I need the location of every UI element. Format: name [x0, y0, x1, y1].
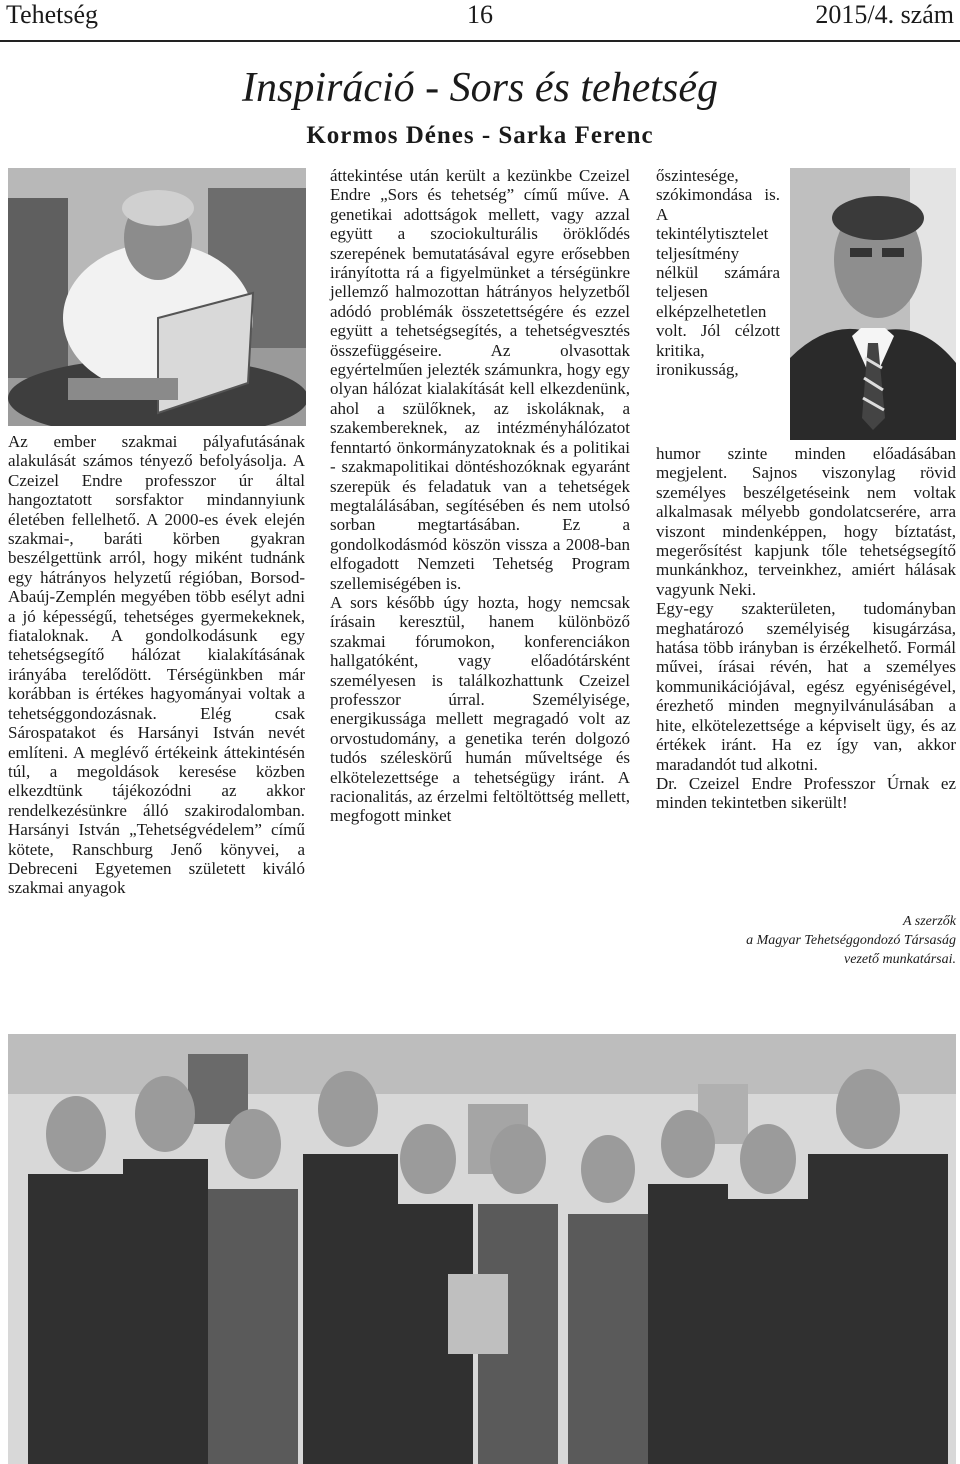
portrait-photo-czeizel — [790, 168, 956, 440]
signature-line: A szerzők — [902, 914, 956, 929]
page-header — [0, 0, 960, 40]
author-signature — [650, 912, 956, 969]
journal-name: Tehetség — [6, 0, 99, 29]
paragraph: Az ember szakmai pályafutásának alakulását számos tényező befolyásolja. A Czeizel Endre professzor úr által hangoztatott sorsfaktor mindannyiunk életében fellelhető. A 2000-es évek elején szakmai-, baráti körben gyakran beszélgettünk arról, hogy miként tudnánk egy hátrányos helyzetű régióban, Borsod-Abaúj-Zemplén megyében több esélyt adni a jó képességű, tehetséges gyermekeknek, fiataloknak. A gondolkodásunk egy tehetségsegítő hálózat kialakításának irányába terelődött. Térségünkben már korábban is értékes hagyományai voltak a tehetséggondozásnak. Elég csak Sárospatakot és Harsányi István nevét említeni. A meglévő értékeink áttekintésén túl, a megoldások keresése közben elkezdtünk tájékozódni az akkor rendelkezésünkre álló szakirodalomban. Harsányi István „Tehetségvédelem” című kötete, Ranschburg Jenő könyvei, a Debreceni Egyetemen született kiváló szakmai anyagok — [8, 432, 305, 898]
signature-line: vezető munkatársai. — [844, 952, 956, 967]
issue-number: 2015/4. szám — [815, 0, 954, 29]
column-middle — [330, 166, 630, 826]
paragraph: őszintesége, szókimondása is. A tekintélytisztelet teljesítmény nélkül számára teljesen elképzelhetetlen volt. Jól célzott kritika, ironikusság, — [656, 166, 780, 380]
column-right — [656, 444, 956, 813]
group-photo — [8, 1034, 956, 1464]
paragraph: áttekintése után került a kezünkbe Czeizel Endre „Sors és tehetség” című műve. A genetikai adottságok mellett, vagy azzal együtt a szociokulturális öröklődés szerepének bemutatásával egyre erősebben irányította rá a figyelmünket a térségünkre jellemző halmozottan hátrányos helyzetből adódó problémák összetettségére és ezzel együtt a tehetségsegítés, a tehetségvesztés összefüggéseire. Az olvasottak egyértelműen jelezték számunkra, hogy egy olyan hálózat kialakítását kell elkezdenünk, ahol a szülőknek, az iskoláknak, a szakembereknek, az intézményhálózatot fenntartó önkormányzatoknak és a politikai - szakmapolitikai döntéshozóknak egyaránt szerepük és feladatuk van a tehetségek megtalálásában, segítésében és nem utolsó sorban megtartásában. Ez a gondolkodásmód köszön vissza a 2008-ban elfogadott Nemzeti Tehetség Program szellemiségében is. — [330, 166, 630, 593]
paragraph: A sors később úgy hozta, hogy nemcsak írásain keresztül, hanem különböző szakmai fórumokon, konferenciákon hallgatóként, vagy előadótársként személyesen is találkozhattunk Czeizel professzor úrral. Személyisége, energikussága mellett megragadó volt az orvostudomány, a genetika terén dolgozó tudós széleskörű humán műveltsége és elkötelezettsége a tehetségügy iránt. A racionalitás, az érzelmi feltöltöttség mellett, megfogott minket — [330, 592, 630, 826]
portrait-photo-laptop — [8, 168, 306, 426]
header-rule — [0, 40, 960, 42]
signature-line: a Magyar Tehetséggondozó Társaság — [746, 933, 956, 948]
article-title: Inspiráció - Sors és tehetség — [242, 65, 718, 111]
column-left — [8, 432, 305, 898]
paragraph: Egy-egy szakterületen, tudományban meghatározó személyiség kisugárzása, hatása több irányban is érzékelhető. Formál művei, írásai révén, hat a személyes kommunikációjával, egész egyéniségével, érezhető minden megnyilvánulásában a hite, elkötelezettsége a képviselt ügy, és az értékek iránt. Ha ez így van, akkor maradandót tud alkotni. — [656, 599, 956, 774]
page-number: 16 — [467, 0, 493, 29]
column-right-narrow — [656, 166, 780, 379]
paragraph: humor szinte minden előadásában megjelent. Sajnos viszonylag rövid személyes beszélgetéseink nem voltak alkalmasak mélyebb gondolatcserére, arra viszont mindenképpen, hogy bíztatást, megerősítést kapjunk tőle tehetségsegítő munkánkhoz, terveinkhez, amiért hálásak vagyunk Neki. — [656, 444, 956, 599]
paragraph: Dr. Czeizel Endre Professzor Úrnak ez minden tekintetben sikerült! — [656, 773, 956, 813]
article-authors: Kormos Dénes - Sarka Ferenc — [306, 122, 654, 149]
